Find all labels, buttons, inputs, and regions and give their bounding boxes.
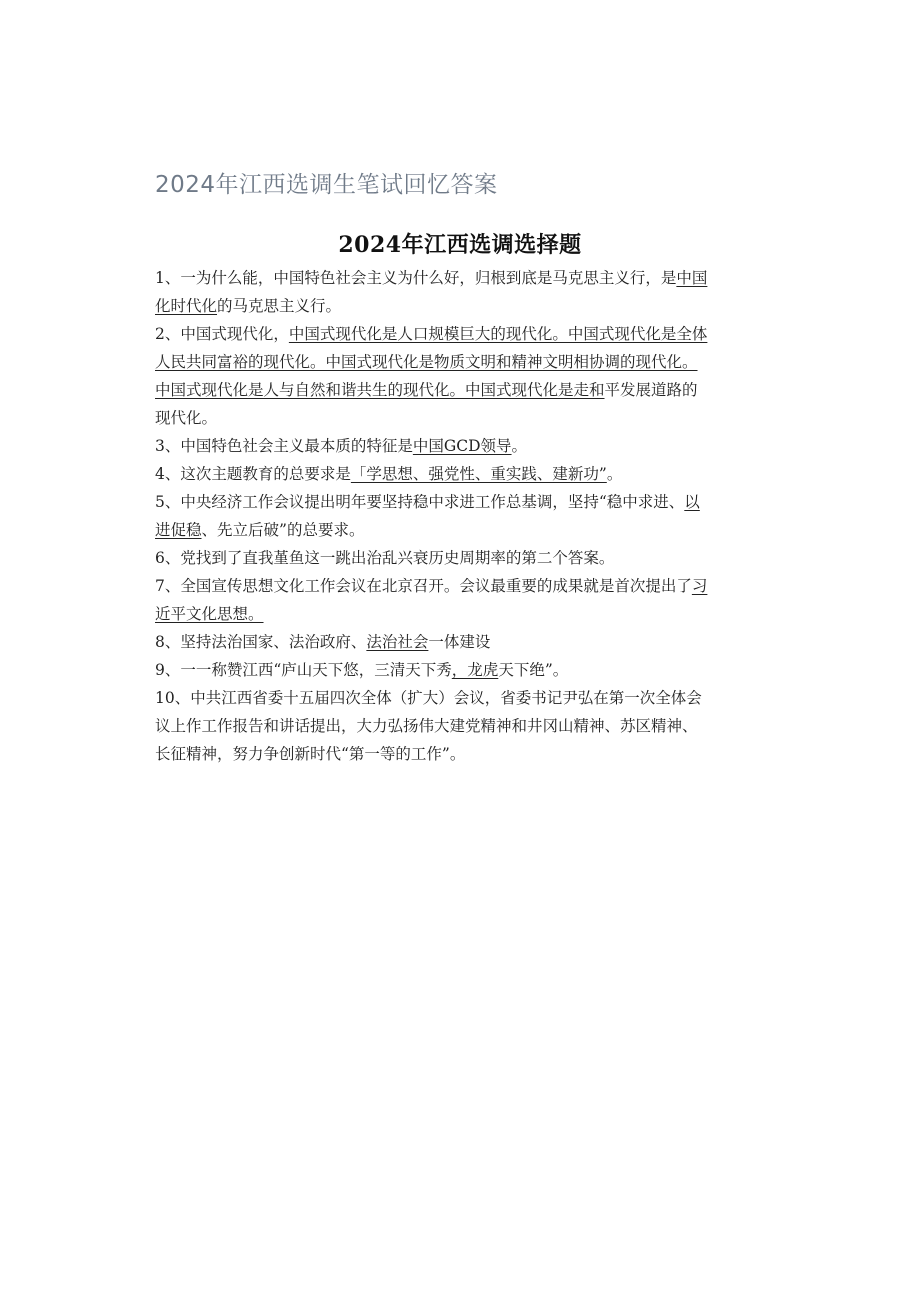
question-line: [155, 712, 765, 740]
answer-text: ，龙虎: [451, 661, 499, 679]
answer-text: 中国式现代化是人与自然和谐共生的现代化。中国式现代化是走和: [155, 381, 605, 399]
question-line: [155, 600, 765, 628]
question-item: [155, 488, 765, 544]
question-line: [155, 544, 765, 572]
question-item: [155, 684, 765, 768]
question-text: 平发展道路的: [604, 381, 698, 399]
question-text: 6、党找到了直我堇鱼这一跳出治乱兴衰历史周期率的第二个答案。: [155, 549, 615, 567]
question-item: [155, 656, 765, 684]
question-text: 天下绝”。: [498, 661, 569, 679]
answer-text: 化时代化: [155, 297, 218, 315]
question-line: [155, 320, 765, 348]
question-list: [155, 264, 765, 768]
question-line: [155, 460, 765, 488]
question-line: [155, 404, 765, 432]
question-text: 。: [511, 437, 528, 455]
answer-text: 以: [684, 493, 700, 511]
question-item: [155, 628, 765, 656]
question-text: 现代化。: [155, 409, 218, 427]
question-text: 10、中共江西省委十五届四次全体（扩大）会议，省委书记尹弘在第一次全体会: [155, 689, 702, 707]
question-item: [155, 544, 765, 572]
question-text: 的马克思主义行。: [217, 297, 342, 315]
question-line: [155, 656, 765, 684]
question-item: [155, 572, 765, 628]
question-line: [155, 572, 765, 600]
question-text: 8、坚持法治国家、法治政府、: [155, 633, 367, 651]
question-line: [155, 432, 765, 460]
section-title: 2024年江西选调选择题: [338, 232, 582, 258]
question-item: [155, 320, 765, 432]
question-text: 2、中国式现代化，: [155, 325, 289, 343]
question-text: 9、一一称赞江西“庐山天下悠，三清天下秀: [155, 661, 452, 679]
question-line: [155, 376, 765, 404]
question-item: [155, 264, 765, 320]
question-text: 3、中国特色社会主义最本质的特征是: [155, 437, 413, 455]
question-text: 7、全国宣传思想文化工作会议在北京召开。会议最重要的成果就是首次提出了: [155, 577, 692, 595]
question-line: [155, 516, 765, 544]
question-line: [155, 264, 765, 292]
question-item: [155, 432, 765, 460]
document-heading: 2024年江西选调生笔试回忆答案: [155, 172, 498, 198]
question-text: 4、这次主题教育的总要求是: [155, 465, 351, 483]
question-text: 一体建设: [428, 633, 491, 651]
answer-text: 人民共同富裕的现代化。中国式现代化是物质文明和精神文明相协调的现代化。: [155, 353, 698, 371]
answer-text: 近平文化思想。: [155, 605, 264, 623]
question-line: [155, 348, 765, 376]
answer-text: 法治社会: [366, 633, 429, 651]
answer-text: 「学思想、强党性、重实践、建新功”: [350, 465, 607, 483]
question-text: 议上作工作报告和讲话提出，大力弘扬伟大建党精神和井冈山精神、苏区精神、: [155, 717, 698, 735]
question-text: 5、中央经济工作会议提出明年要坚持稳中求进工作总基调，坚持“稳中求进、: [155, 493, 685, 511]
question-text: 长征精神，努力争创新时代“第一等的工作”。: [155, 745, 466, 763]
answer-text: 习: [691, 577, 708, 595]
question-line: [155, 292, 765, 320]
question-line: [155, 740, 765, 768]
question-line: [155, 628, 765, 656]
question-line: [155, 488, 765, 516]
question-item: [155, 460, 765, 488]
answer-text: 中国GCD领导: [412, 437, 512, 455]
answer-text: 中国式现代化是人口规模巨大的现代化。中国式现代化是全体: [288, 325, 708, 343]
question-text: 、先立后破”的总要求。: [201, 521, 365, 539]
question-text: 1、一为什么能，中国特色社会主义为什么好，归根到底是马克思主义行，是: [155, 269, 677, 287]
answer-text: 中国: [676, 269, 708, 287]
question-text: 。: [606, 465, 623, 483]
answer-text: 进促稳: [155, 521, 202, 539]
question-line: [155, 684, 765, 712]
